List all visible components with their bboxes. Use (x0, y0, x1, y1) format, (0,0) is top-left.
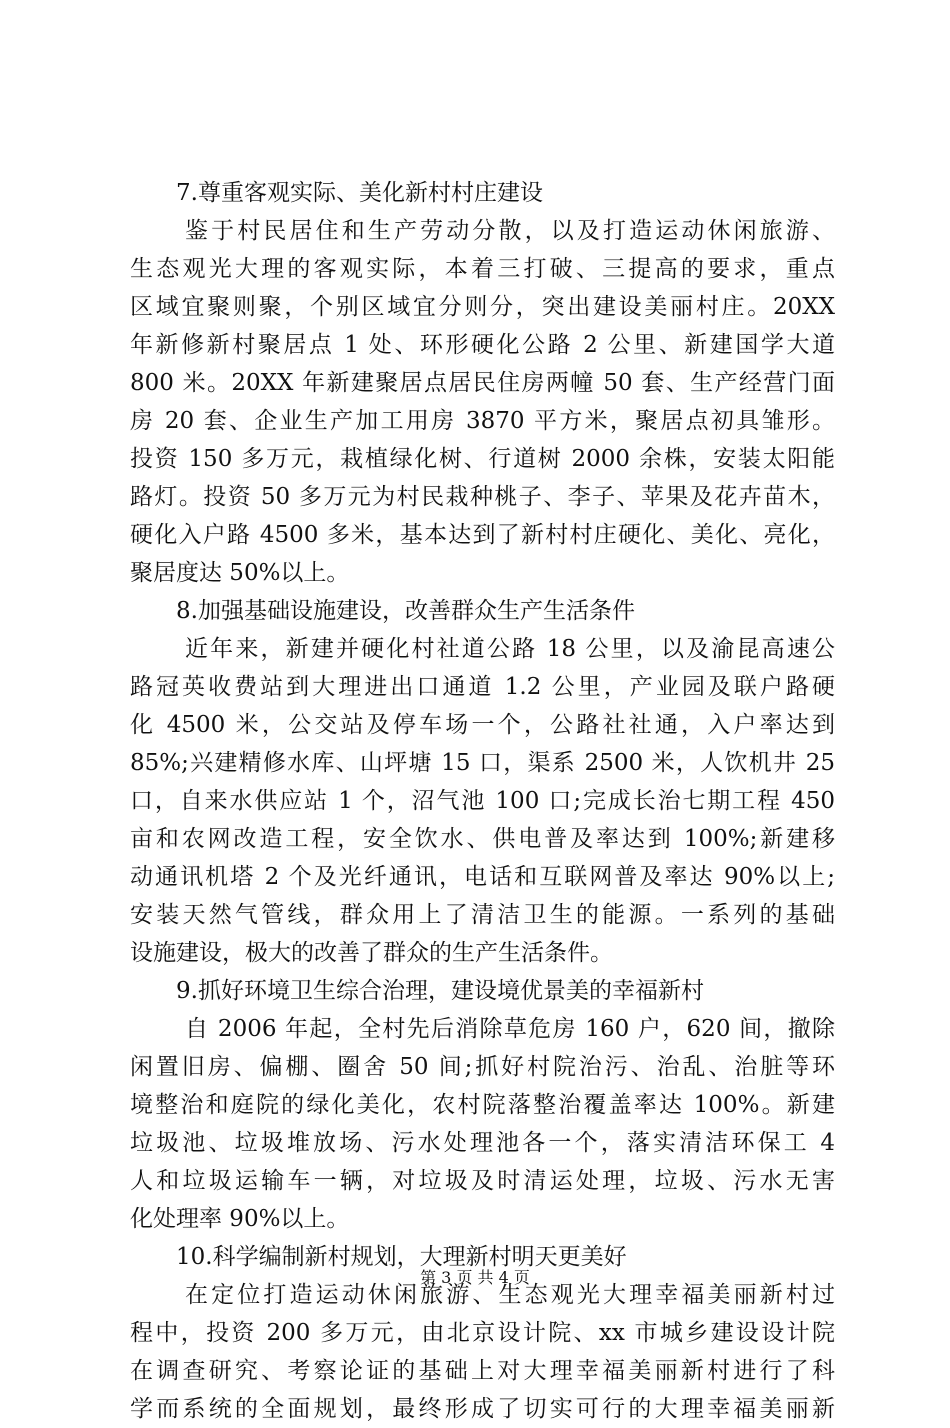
page-footer: 第 3 页 共 4 页 (420, 1268, 530, 1287)
paragraph-line: 化 4500 米，公交站及停车场一个，公路社社通，入户率达到 (130, 712, 835, 738)
paragraph-line: 区域宜聚则聚，个别区域宜分则分，突出建设美丽村庄。20XX (130, 294, 835, 320)
section-heading: 10.科学编制新村规划，大理新村明天更美好 (176, 1244, 627, 1270)
paragraph-line: 设施建设，极大的改善了群众的生产生活条件。 (130, 940, 613, 966)
paragraph-line: 自 2006 年起，全村先后消除草危房 160 户，620 间，撤除 (185, 1016, 835, 1042)
paragraph-line: 亩和农网改造工程，安全饮水、供电普及率达到 100%;新建移 (130, 826, 835, 852)
paragraph-line: 口，自来水供应站 1 个，沼气池 100 口;完成长治七期工程 450 (130, 788, 835, 814)
paragraph-line: 垃圾池、垃圾堆放场、污水处理池各一个，落实清洁环保工 4 (130, 1130, 835, 1156)
document-body (130, 174, 835, 1428)
paragraph-line: 85%;兴建精修水库、山坪塘 15 口，渠系 2500 米，人饮机井 25 (130, 750, 835, 776)
paragraph-line: 境整治和庭院的绿化美化，农村院落整治覆盖率达 100%。新建 (130, 1092, 835, 1118)
paragraph-line: 聚居度达 50%以上。 (130, 560, 350, 586)
paragraph-line: 动通讯机塔 2 个及光纤通讯，电话和互联网普及率达 90%以上; (130, 864, 835, 890)
section-heading: 7.尊重客观实际、美化新村村庄建设 (176, 180, 543, 206)
section-heading: 8.加强基础设施建设，改善群众生产生活条件 (176, 598, 635, 624)
section-heading: 9.抓好环境卫生综合治理，建设境优景美的幸福新村 (176, 978, 704, 1004)
paragraph-line: 路冠英收费站到大理进出口通道 1.2 公里，产业园及联户路硬 (130, 674, 835, 700)
paragraph-line: 学而系统的全面规划，最终形成了切实可行的大理幸福美丽新 (130, 1396, 835, 1422)
paragraph-line: 在定位打造运动休闲旅游、生态观光大理幸福美丽新村过 (185, 1282, 835, 1308)
paragraph-line: 在调查研究、考察论证的基础上对大理幸福美丽新村进行了科 (130, 1358, 835, 1384)
paragraph-line: 人和垃圾运输车一辆，对垃圾及时清运处理，垃圾、污水无害 (130, 1168, 835, 1194)
paragraph-line: 房 20 套、企业生产加工用房 3870 平方米，聚居点初具雏形。 (130, 408, 835, 434)
paragraph-line: 近年来，新建并硬化村社道公路 18 公里，以及渝昆高速公 (185, 636, 835, 662)
paragraph-line: 安装天然气管线，群众用上了清洁卫生的能源。一系列的基础 (130, 902, 835, 928)
paragraph-line: 生态观光大理的客观实际，本着三打破、三提高的要求，重点 (130, 256, 835, 282)
paragraph-line: 路灯。投资 50 多万元为村民栽种桃子、李子、苹果及花卉苗木， (130, 484, 835, 510)
paragraph-line: 闲置旧房、偏棚、圈舍 50 间;抓好村院治污、治乱、治脏等环 (130, 1054, 835, 1080)
paragraph-line: 程中，投资 200 多万元，由北京设计院、xx 市城乡建设设计院 (130, 1320, 835, 1346)
paragraph-line: 800 米。20XX 年新建聚居点居民住房两幢 50 套、生产经营门面 (130, 370, 835, 396)
paragraph-line: 年新修新村聚居点 1 处、环形硬化公路 2 公里、新建国学大道 (130, 332, 835, 358)
paragraph-line: 硬化入户路 4500 多米，基本达到了新村村庄硬化、美化、亮化， (130, 522, 835, 548)
paragraph-line: 投资 150 多万元，栽植绿化树、行道树 2000 余株，安装太阳能 (130, 446, 835, 472)
paragraph-line: 化处理率 90%以上。 (130, 1206, 350, 1232)
paragraph-line: 鉴于村民居住和生产劳动分散，以及打造运动休闲旅游、 (185, 218, 835, 244)
